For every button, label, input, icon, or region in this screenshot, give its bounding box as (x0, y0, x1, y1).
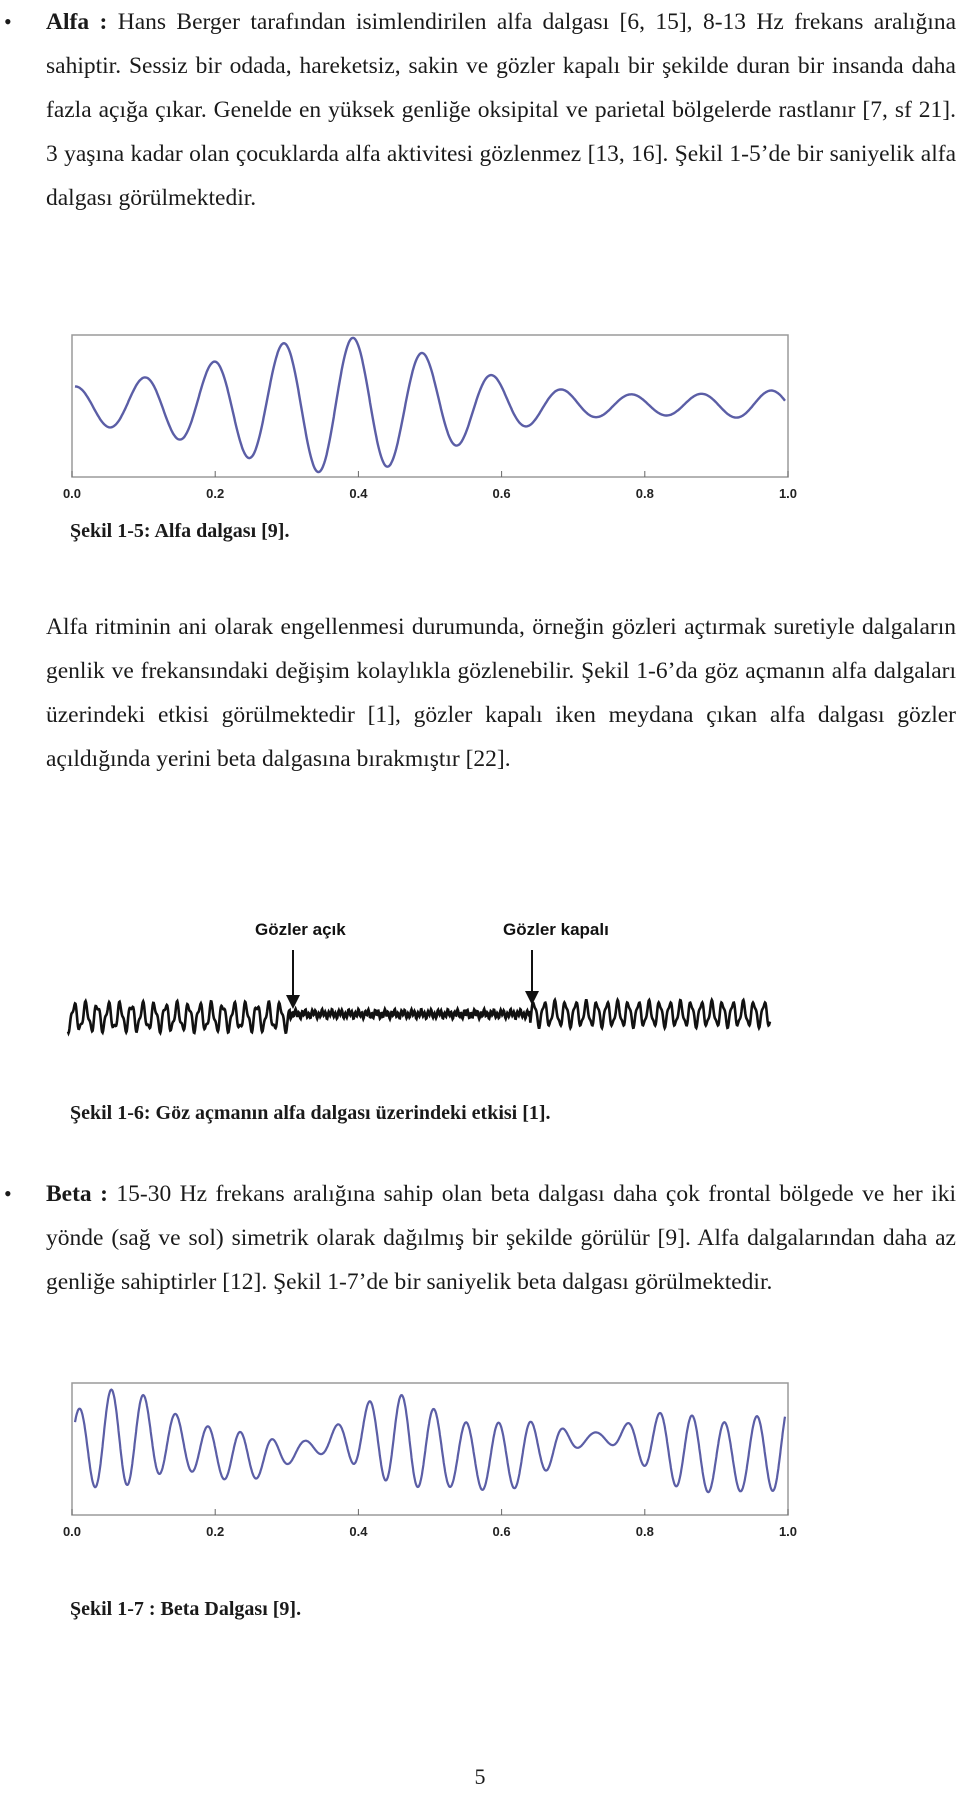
axis-tick-label: 0.8 (635, 1524, 654, 1539)
label-eyes-open: Gözler açık (255, 920, 346, 939)
figure-1-6-eye-opening-effect (60, 905, 780, 1045)
beta-paragraph (46, 1172, 956, 1304)
bullet-marker: • (4, 9, 12, 34)
axis-tick-label: 0.6 (492, 1524, 511, 1539)
axis-tick-label: 0.2 (206, 1524, 225, 1539)
alfa-paragraph (46, 0, 956, 220)
axis-tick-label: 0.2 (206, 486, 225, 501)
axis-tick-label: 0.8 (635, 486, 654, 501)
label-eyes-closed: Gözler kapalı (503, 920, 609, 939)
axis-tick-label: 0.4 (349, 486, 368, 501)
plot-frame (72, 335, 788, 477)
figure-1-7-beta-wave (55, 1375, 815, 1545)
axis-tick-label: 0.4 (349, 1524, 368, 1539)
alfa-term: Alfa : (46, 9, 108, 35)
plot-frame (72, 1383, 788, 1515)
alfa-wave-line (75, 338, 785, 472)
axis-tick-label: 1.0 (778, 1524, 798, 1539)
axis-tick-label: 0.0 (62, 486, 82, 501)
bullet-marker: • (4, 1181, 12, 1206)
axis-tick-label: 0.0 (62, 1524, 82, 1539)
axis-tick-label: 0.6 (492, 486, 511, 501)
beta-term: Beta : (46, 1181, 108, 1207)
alfa-paragraph-2: Alfa ritminin ani olarak engellenmesi durumunda, örneğin gözleri açtırmak suretiyle dalgaların genlik ve frekansındaki değişim kolaylıkla gözlenebilir. Şekil 1-6’da göz açmanın alfa dalgaları üzerindeki etkisi görülmektedir [1], gözler kapalı iken meydana çıkan alfa dalgası gözler açıldığında yerini beta dalgasına bırakmıştır [22]. (46, 614, 956, 772)
figure-1-7-caption: Şekil 1-7 : Beta Dalgası [9]. (70, 1598, 302, 1620)
beta-text: 15-30 Hz frekans aralığına sahip olan beta dalgası daha çok frontal bölgede ve her iki yönde (sağ ve sol) simetrik olarak dağılmış bir şekilde görülür [9]. Alfa dalgalarından daha az genliğe sahiptirler [12]. Şekil 1-7’de bir saniyelik beta dalgası görülmektedir. (46, 1181, 956, 1295)
page-number: 5 (474, 1764, 486, 1789)
axis-tick-label: 1.0 (778, 486, 798, 501)
eeg-trace-line (68, 1000, 770, 1033)
arrow-down-icon (286, 995, 300, 1009)
beta-wave-line (75, 1390, 785, 1493)
alfa-text: Hans Berger tarafından isimlendirilen alfa dalgası [6, 15], 8-13 Hz frekans aralığına sahiptir. Sessiz bir odada, hareketsiz, sakin ve gözler kapalı bir şekilde duran bir insanda daha fazla açığa çıkar. Genelde en yüksek genliğe oksipital ve parietal bölgelerde rastlanır [7, sf 21]. 3 yaşına kadar olan çocuklarda alfa aktivitesi gözlenmez [13, 16]. Şekil 1-5’de bir saniyelik alfa dalgası görülmektedir. (46, 9, 956, 211)
figure-1-6-caption: Şekil 1-6: Göz açmanın alfa dalgası üzerindeki etkisi [1]. (70, 1102, 551, 1124)
figure-1-5-caption: Şekil 1-5: Alfa dalgası [9]. (70, 520, 290, 542)
figure-1-5-alfa-wave (55, 327, 815, 507)
